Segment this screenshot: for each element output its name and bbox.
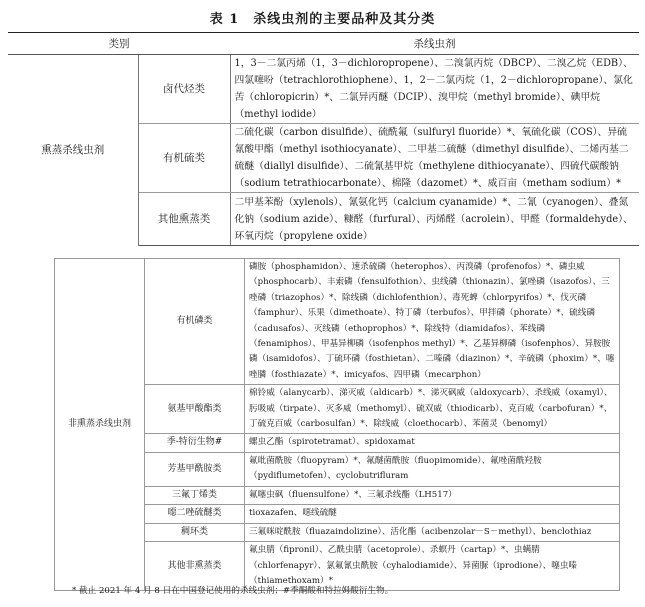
nematicide-list-cell: 氟吡菌酰胺（fluopyram）*、氟醚菌酰胺（fluopimomide）、氟唑菌酰羟胺（pydiflumetofen）、cyclobutrifluram	[245, 452, 620, 486]
non-fumigant-table	[54, 258, 620, 591]
subcategory-cell: 有机磷类	[145, 259, 245, 385]
header-category: 类别	[8, 33, 230, 55]
subcategory-cell: 有机硫类	[138, 124, 230, 193]
nematicide-list-cell: tioxazafen、噁线硫醚	[245, 505, 620, 523]
nematicide-list-cell: 磷胺（phosphamidon）、速杀硫磷（heterophos）、丙溴磷（profenofos）*、磷虫威（phosphocarb）、丰索磷（fensulfothion）、虫线磷（thionazin）、氯唑磷（isazofos）、三唑磷（triazophos）*、除线磷（dichlofenthion）、毒死蜱（chlorpyrifos）*、伐灭磷（famphur）、乐果（dimethoate）、特丁磷（terbufos）、甲拌磷（phorate）*、硫线磷（cadusafos）、灭线磷（ethoprophos）*、除线特（diamidafos）、苯线磷（fenamiphos）、甲基异柳磷（isofenphos methyl）*、乙基异柳磷（isofenphos）、异胺胺磷（isamidofos）、丁硫环磷（fosthietan）、二嗪磷（diazinon）*、辛硫磷（phoxim）*、噻唑膦（fosthiazate）*、imicyafos、四甲磷（mecarphon）	[245, 259, 620, 385]
category-fumigant: 熏蒸杀线虫剂	[8, 55, 138, 246]
subcategory-cell: 噁二唑硫醚类	[145, 505, 245, 523]
nematicide-list-cell: 二硫化碳（carbon disulfide）、硫酰氟（sulfuryl fluoride）*、氧硫化碳（COS）、异硫氰酸甲酯（methyl isothiocyanate）、二甲基二硫醚（dimethyl disulfide）、二烯丙基二硫醚（diallyl disulfide）、二硫氰基甲烷（methylene dithiocyanate）、四硫代碳酸钠（sodium tetrathiocarbonate）、棉隆（dazomet）*、威百亩（metham sodium）*	[230, 124, 639, 193]
subcategory-cell: 芳基甲酰胺类	[145, 452, 245, 486]
table-row	[8, 55, 639, 124]
fumigant-table	[8, 32, 639, 246]
table-footnote: * 截止 2021 年 4 月 8 日在中国登记使用的杀线虫剂；#季酮酸和特拉姆酸衍生物。	[72, 586, 394, 596]
nematicide-list-cell: 氟噻虫砜（fluensulfone）*、三氟杀线酯（LH517）	[245, 486, 620, 504]
nematicide-list-cell: 棉铃威（alanycarb）、涕灭威（aldicarb）*、涕灭砜威（aldoxycarb）、杀线威（oxamyl）、肟吸威（tirpate）、灭多威（methomyl）、硫双威（thiodicarb）、克百威（carbofuran）*、丁硫克百威（carbosulfan）*、除线威（cloethocarb）、苯菌灵（benomyl）	[245, 385, 620, 434]
table-title: 表 1 杀线虫剂的主要品种及其分类	[209, 12, 436, 27]
table-row	[55, 259, 620, 385]
subcategory-cell: 氨基甲酸酯类	[145, 385, 245, 434]
nematicide-list-cell: 二甲基苯酚（xylenols）、氰氨化钙（calcium cyanamide）*、二氰（cyanogen）、叠氮化钠（sodium azide）、糠醛（furfural）、丙烯醛（acrolein）、甲醛（formaldehyde）、环氧丙烷（propylene oxide）	[230, 193, 639, 246]
nematicide-list-cell: 螺虫乙酯（spirotetramat）、spidoxamat	[245, 434, 620, 452]
subcategory-cell: 稠环类	[145, 523, 245, 541]
table-header-row	[8, 33, 639, 55]
subcategory-cell: 卤代烃类	[138, 55, 230, 124]
subcategory-cell: 三氟丁烯类	[145, 486, 245, 504]
subcategory-cell: 其他非熏蒸类	[145, 542, 245, 591]
nematicide-list-cell: 1，3－二氯丙烯（1，3－dichloropropene）、二溴氯丙烷（DBCP）、二溴乙烷（EDB）、四氯噻吩（tetrachlorothiophene）、1，2－二氯丙烷（1，2－dichloropropane）、氯化苦（chloropicrin）*、二氯异丙醚（DCIP）、溴甲烷（methyl bromide）、碘甲烷（methyl iodide）	[230, 55, 639, 124]
category-non-fumigant: 非熏蒸杀线虫剂	[55, 259, 145, 591]
header-nematicide: 杀线虫剂	[230, 33, 639, 55]
nematicide-list-cell: 氟虫腈（fipronil）、乙酰虫腈（acetoprole）、杀螟丹（cartap）*、虫螨腈（chlorfenapyr）、氯氟氰虫酰胺（cyhalodiamide）、异菌脲（iprodione）、噻虫嗪（thiamethoxam）*	[245, 542, 620, 591]
subcategory-cell: 季-特衍生物#	[145, 434, 245, 452]
nematicide-list-cell: 三氟咪啶酰胺（fluazaindolizine）、活化酯（acibenzolar－S－methyl）、benclothiaz	[245, 523, 620, 541]
subcategory-cell: 其他熏蒸类	[138, 193, 230, 246]
